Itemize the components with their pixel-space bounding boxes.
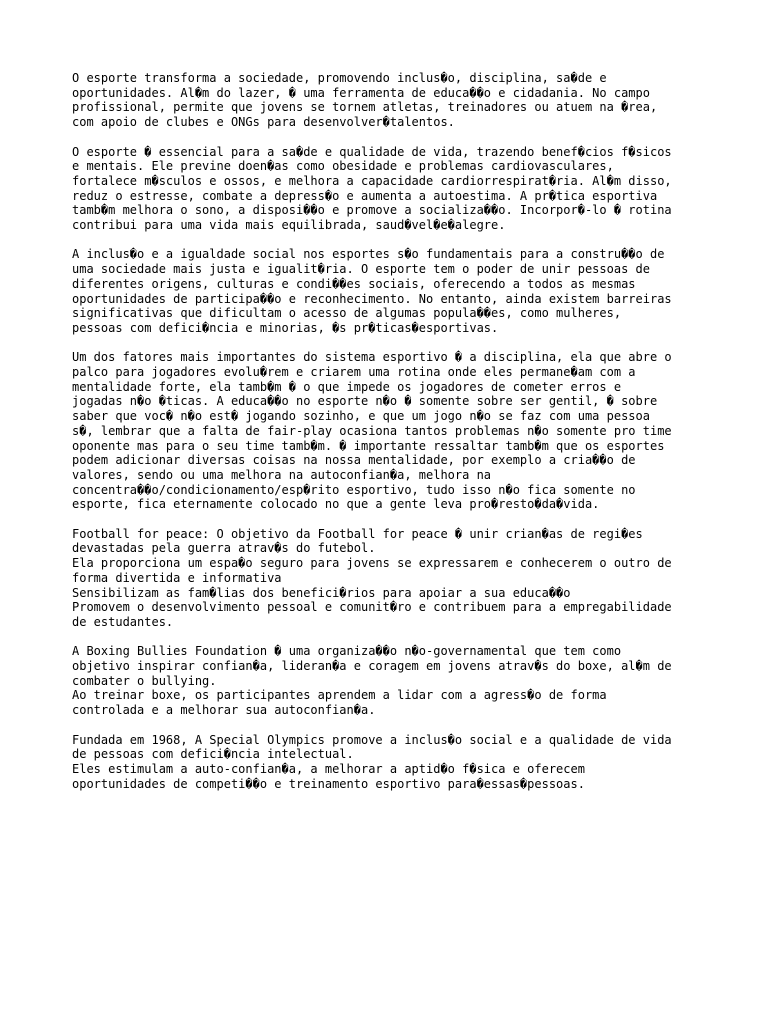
text-line: O esporte � essencial para a sa�de e qualidade de vida, trazendo benef�cios f�sicos [72,144,672,159]
text-line: saber que voc� n�o est� jogando sozinho, e que um jogo n�o se faz com uma pessoa [72,409,650,424]
text-line: Eles estimulam a auto-confian�a, a melhorar a aptid�o f�sica e oferecem [72,761,585,776]
text-line: profissional, permite que jovens se tornem atletas, treinadores ou atuem na �rea, [72,100,658,115]
paragraph [72,733,712,792]
text-line: podem adicionar diversas coisas na nossa mentalidade, por exemplo a cria��o de [72,453,636,468]
text-line: controlada e a melhorar sua autoconfian�a. [72,703,376,718]
text-line: oportunidades. Al�m do lazer, � uma ferramenta de educa��o e cidadania. No campo [72,85,650,100]
text-line: esporte, fica eternamente colocado no que a gente leva pro�resto�da�vida. [72,497,600,512]
text-line: palco para jogadores evolu�rem e criarem uma rotina onde eles permane�am com a [72,365,636,380]
text-line: de estudantes. [72,614,174,629]
text-line: Sensibilizam as fam�lias dos benefici�rios para apoiar a sua educa��o [72,585,571,600]
text-line: Fundada em 1968, A Special Olympics promove a inclus�o social e a qualidade de vida [72,732,672,747]
text-line: jogadas n�o �ticas. A educa��o no esporte n�o � somente sobre ser gentil, � sobre [72,394,658,409]
text-line: tamb�m melhora o sono, a disposi��o e promove a socializa��o. Incorpor�-lo � rotina [72,203,672,218]
text-line: de pessoas com defici�ncia intelectual. [72,747,354,762]
text-line: Ela proporciona um espa�o seguro para jovens se expressarem e conhecerem o outro de [72,556,672,571]
paragraph [72,350,712,512]
text-line: valores, sendo ou uma melhora na autoconfian�a, melhora na [72,467,492,482]
text-line: Promovem o desenvolvimento pessoal e comunit�ro e contribuem para a empregabilidade [72,600,672,615]
text-line: Ao treinar boxe, os participantes aprendem a lidar com a agress�o de forma [72,688,607,703]
text-line: uma sociedade mais justa e igualit�ria. O esporte tem o poder de unir pessoas de [72,262,650,277]
text-line: A inclus�o e a igualdade social nos esportes s�o fundamentais para a constru��o de [72,247,665,262]
text-line: significativas que dificultam o acesso de algumas popula��es, como mulheres, [72,306,622,321]
paragraph [72,145,712,233]
text-line: concentra��o/condicionamento/esp�rito esportivo, tudo isso n�o fica somente no [72,482,636,497]
text-line: objetivo inspirar confian�a, lideran�a e coragem em jovens atrav�s do boxe, al�m de [72,659,672,674]
text-line: e mentais. Ele previne doen�as como obesidade e problemas cardiovasculares, [72,159,614,174]
text-line: O esporte transforma a sociedade, promovendo inclus�o, disciplina, sa�de e [72,71,607,85]
document-page [72,71,712,806]
text-line: combater o bullying. [72,673,217,688]
text-line: oportunidades de participa��o e reconhecimento. No entanto, ainda existem barreiras [72,291,672,306]
paragraph [72,527,712,630]
paragraph [72,644,712,718]
text-line: devastadas pela guerra atrav�s do futebol. [72,541,376,556]
text-line: Football for peace: O objetivo da Football for peace � unir crian�as de regi�es [72,526,643,541]
text-line: s�, lembrar que a falta de fair-play ocasiona tantos problemas n�o somente pro time [72,423,672,438]
text-line: reduz o estresse, combate a depress�o e aumenta a autoestima. A pr�tica esportiva [72,188,658,203]
text-line: Um dos fatores mais importantes do sistema esportivo � a disciplina, ela que abre o [72,350,672,365]
text-line: com apoio de clubes e ONGs para desenvolver�talentos. [72,115,455,130]
text-line: oponente mas para o seu time tamb�m. � importante ressaltar tamb�m que os esportes [72,438,665,453]
text-line: fortalece m�sculos e ossos, e melhora a capacidade cardiorrespirat�ria. Al�m disso, [72,173,672,188]
text-line: A Boxing Bullies Foundation � uma organiza��o n�o-governamental que tem como [72,644,622,659]
text-line: oportunidades de competi��o e treinamento esportivo para�essas�pessoas. [72,776,585,791]
text-line: pessoas com defici�ncia e minorias, �s pr�ticas�esportivas. [72,320,499,335]
paragraph [72,247,712,335]
text-line: mentalidade forte, ela tamb�m � o que impede os jogadores de cometer erros e [72,379,622,394]
text-line: forma divertida e informativa [72,570,282,585]
text-line: diferentes origens, culturas e condi��es sociais, oferecendo a todos as mesmas [72,276,636,291]
paragraph [72,71,712,130]
text-line: contribui para uma vida mais equilibrada, saud�vel�e�alegre. [72,218,506,233]
